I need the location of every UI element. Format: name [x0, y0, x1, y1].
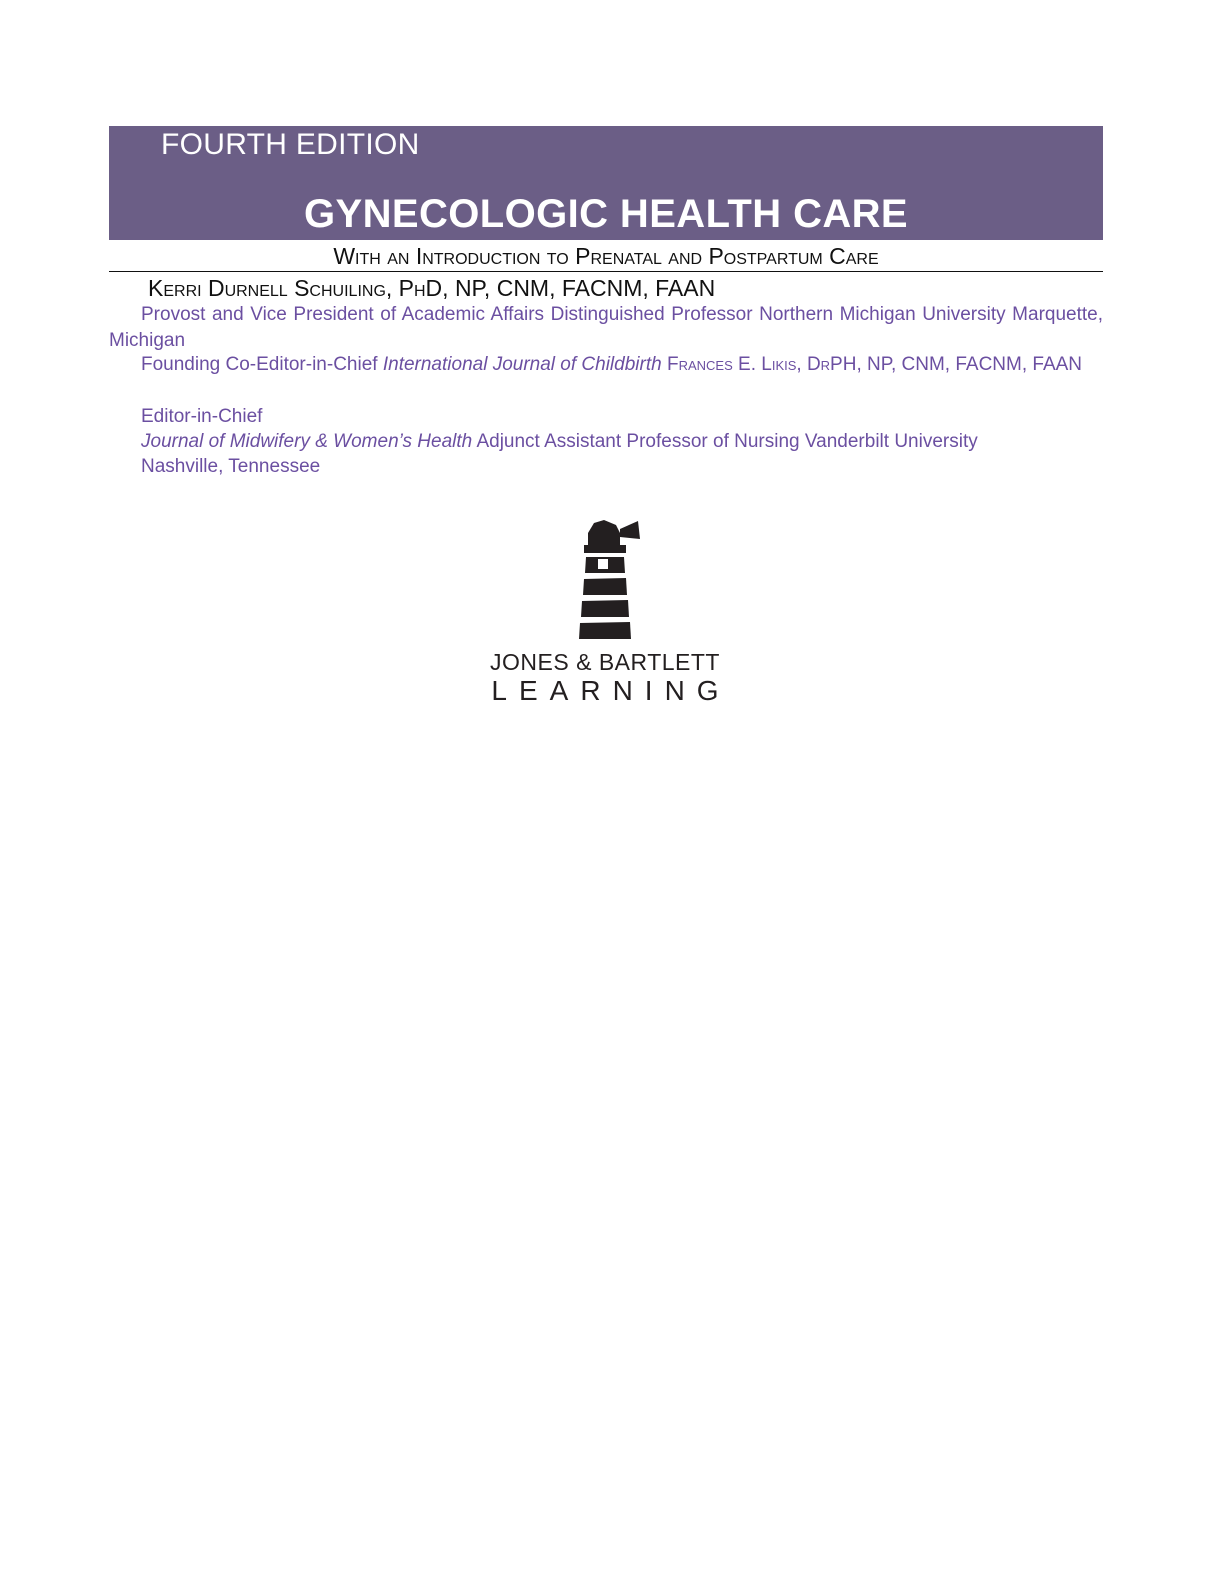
title-divider — [109, 271, 1103, 272]
affiliation-role: Founding Co-Editor-in-Chief — [141, 354, 383, 375]
second-author-location: Nashville, Tennessee — [141, 456, 321, 477]
second-author-name: Frances E. Likis, DrPH, NP, CNM, FACNM, FAAN — [666, 354, 1083, 375]
journal-name: International Journal of Childbirth — [382, 354, 662, 375]
title-banner — [109, 126, 1103, 240]
affiliation-text: Adjunct Assistant Professor of Nursing Vanderbilt University — [472, 431, 978, 452]
book-title: GYNECOLOGIC HEALTH CARE — [303, 192, 909, 236]
author-affiliation-journal — [109, 352, 1103, 378]
publisher-name: JONES & BARTLETT — [490, 649, 720, 675]
edition-label: FOURTH EDITION — [161, 128, 420, 161]
author-affiliation: Provost and Vice President of Academic Affairs Distinguished Professor Northern Michigan University Marquette, Michigan — [109, 304, 1103, 351]
book-subtitle: With an Introduction to Prenatal and Postpartum Care — [333, 243, 879, 269]
author-name: Kerri Durnell Schuiling, PhD, NP, CNM, FACNM, FAAN — [148, 275, 716, 301]
publisher-name-second-line: LEARNING — [491, 675, 731, 706]
second-author-role: Editor-in-Chief — [141, 406, 263, 427]
publisher-logo — [470, 515, 740, 710]
lighthouse-icon — [470, 515, 740, 645]
second-author-affiliation — [109, 429, 1103, 455]
journal-name: Journal of Midwifery & Women’s Health — [141, 431, 473, 452]
